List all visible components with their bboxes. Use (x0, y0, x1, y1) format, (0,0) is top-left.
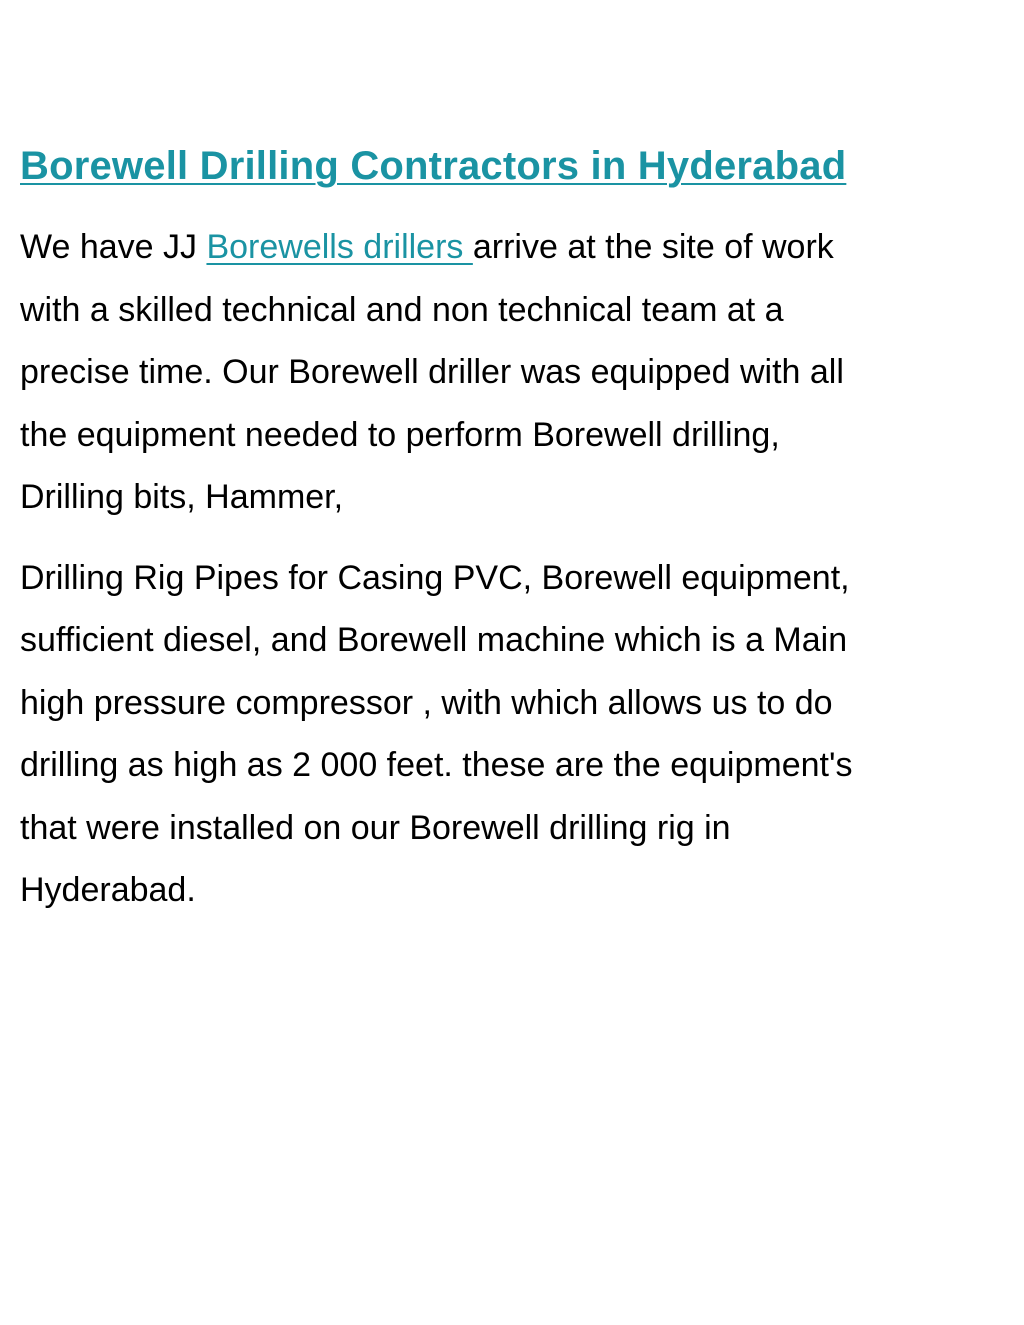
paragraph-line (20, 216, 1010, 279)
paragraph-line: high pressure compressor , with which allows us to do (20, 683, 833, 722)
paragraph-equipment (20, 547, 1010, 922)
paragraph-line: the equipment needed to perform Borewell drilling, (20, 415, 780, 454)
paragraph-line: Hyderabad. (20, 871, 196, 909)
line-text: arrive at the site of work (472, 228, 834, 266)
paragraph-line: sufficient diesel, and Borewell machine which is a Main (20, 621, 848, 659)
paragraph-intro (20, 216, 1010, 529)
paragraph-line: Drilling Rig Pipes for Casing PVC, Borewell equipment, (20, 558, 850, 597)
document-page (20, 138, 1010, 922)
paragraph-line: Drilling bits, Hammer, (20, 478, 344, 516)
borewells-drillers-link[interactable]: Borewells drillers (206, 228, 473, 266)
paragraph-line: precise time. Our Borewell driller was equipped with all (20, 353, 844, 391)
paragraph-line: with a skilled technical and non technical team at a (20, 290, 784, 329)
line-text: We have JJ (20, 228, 207, 266)
paragraph-line: that were installed on our Borewell drilling rig in (20, 808, 731, 847)
title-link[interactable]: Borewell Drilling Contractors in Hyderabad (20, 144, 847, 188)
paragraph-line: drilling as high as 2 000 feet. these are the equipment's (20, 746, 853, 784)
page-title (20, 138, 1010, 194)
